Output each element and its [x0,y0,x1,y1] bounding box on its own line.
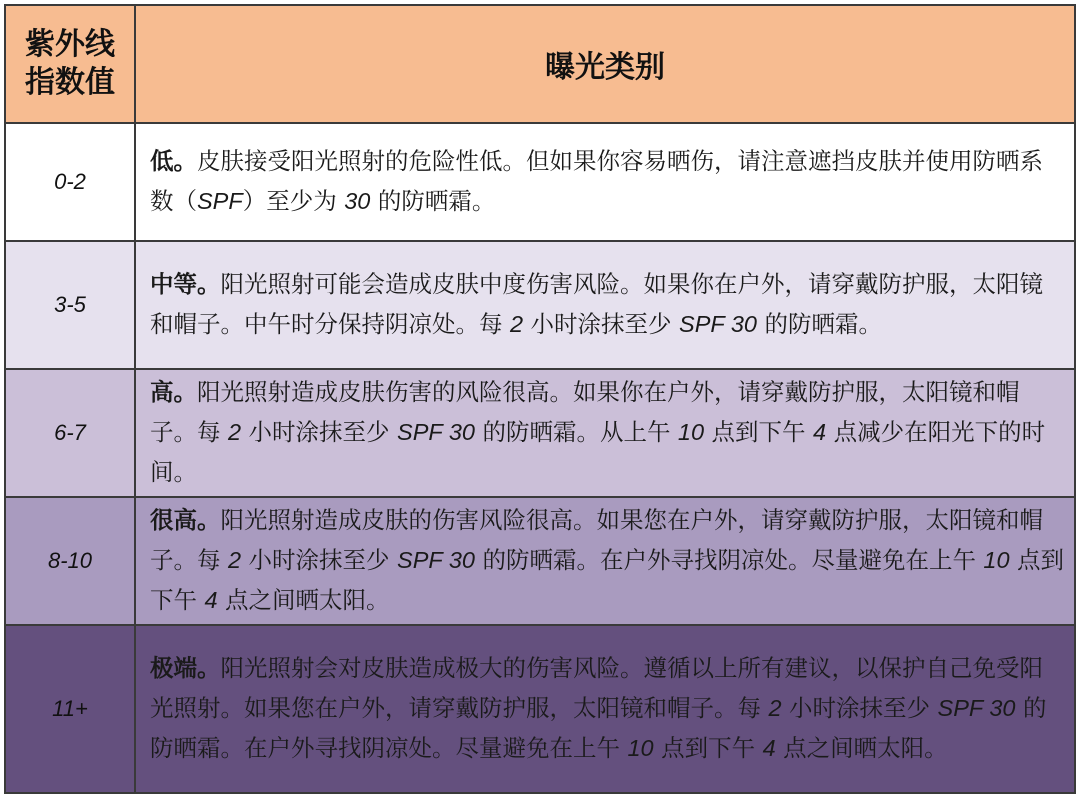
table-row-extreme [5,625,1075,793]
table-row-very-high [5,497,1075,625]
table-row-low [5,123,1075,241]
uv-index-value: 3-5 [5,241,135,369]
uv-index-value: 11+ [5,625,135,793]
uv-index-header-line1: 紫外线 [25,27,115,62]
uv-index-value: 8-10 [5,497,135,625]
exposure-level-name: 中等。 [150,270,221,298]
exposure-description [135,497,1075,625]
table-row-moderate [5,241,1075,369]
table-header-row [5,5,1075,123]
exposure-level-name: 很高。 [150,506,221,534]
exposure-description [135,241,1075,369]
exposure-advice-text: 阳光照射造成皮肤的伤害风险很高。如果您在户外，请穿戴防护服，太阳镜和帽子。每 2 小时涂抹至少 SPF 30 的防晒霜。在户外寻找阴凉处。尽量避免在上午 10 点到下午 4 点之间晒太阳。 [150,506,1065,614]
table-row-high [5,369,1075,497]
exposure-category-header: 曝光类别 [135,5,1075,123]
exposure-level-name: 低。 [150,147,197,175]
uv-index-value: 0-2 [5,123,135,241]
exposure-advice-text: 阳光照射可能会造成皮肤中度伤害风险。如果你在户外，请穿戴防护服，太阳镜和帽子。中午时分保持阴凉处。每 2 小时涂抹至少 SPF 30 的防晒霜。 [150,270,1043,338]
exposure-level-name: 高。 [150,378,197,406]
exposure-description [135,369,1075,497]
exposure-advice-text: 皮肤接受阳光照射的危险性低。但如果你容易晒伤，请注意遮挡皮肤并使用防晒系数（SPF）至少为 30 的防晒霜。 [150,147,1043,215]
exposure-description [135,123,1075,241]
uv-index-value: 6-7 [5,369,135,497]
uv-index-table [4,4,1076,794]
uv-index-header [5,5,135,123]
exposure-description [135,625,1075,793]
exposure-level-name: 极端。 [150,654,221,682]
exposure-advice-text: 阳光照射造成皮肤伤害的风险很高。如果你在户外，请穿戴防护服，太阳镜和帽子。每 2 小时涂抹至少 SPF 30 的防晒霜。从上午 10 点到下午 4 点减少在阳光下的时间。 [150,378,1046,486]
exposure-advice-text: 阳光照射会对皮肤造成极大的伤害风险。遵循以上所有建议，以保护自己免受阳光照射。如果您在户外，请穿戴防护服，太阳镜和帽子。每 2 小时涂抹至少 SPF 30 的防晒霜。在户外寻找阴凉处。尽量避免在上午 10 点到下午 4 点之间晒太阳。 [150,654,1047,762]
uv-index-header-line2: 指数值 [25,65,115,100]
